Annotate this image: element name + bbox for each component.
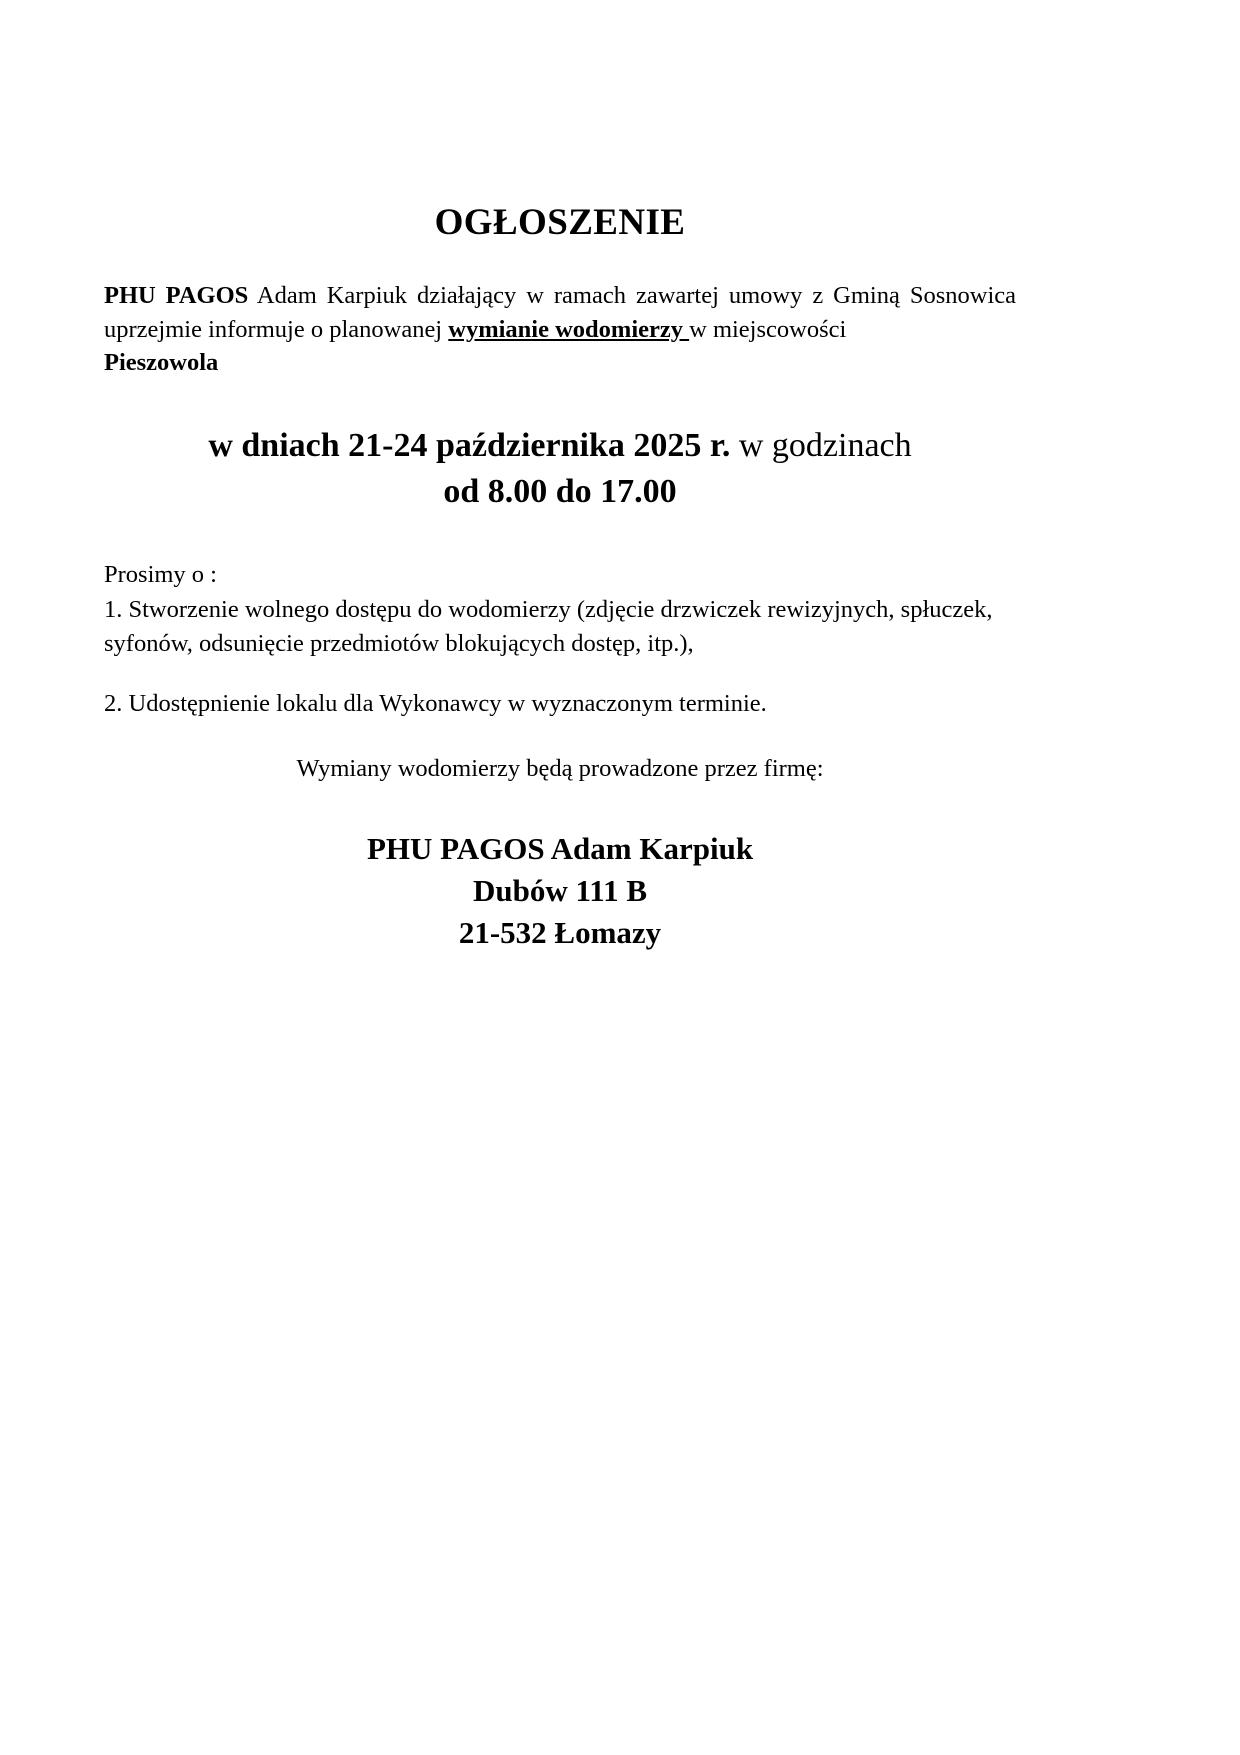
requests-heading: Prosimy o :	[104, 561, 217, 589]
company-address-line-3: 21-532 Łomazy	[458, 915, 662, 951]
company-address-block	[104, 786, 1016, 954]
company-address-line-1: PHU PAGOS Adam Karpiuk	[366, 830, 754, 866]
document-body	[104, 0, 1016, 954]
hours-label: w godzinach	[730, 427, 912, 465]
subject-highlight: wymianie wodomierzy	[448, 315, 690, 343]
request-item-2: 2. Udostępnienie lokalu dla Wykonawcy w wyznaczonym terminie.	[104, 690, 767, 718]
paragraph-spacer	[104, 661, 1016, 687]
company-address-line-2: Dubów 111 B	[472, 873, 647, 909]
intro-text-part-2: w miejscowości	[689, 315, 847, 343]
intro-text-part-1: Adam Karpiuk działający w ramach zawartej umowy z Gminą Sosnowica uprzejmie informuje o planowanej	[104, 282, 1016, 343]
request-item-1: 1. Stworzenie wolnego dostępu do wodomierzy (zdjęcie drzwiczek rewizyjnych, spłuczek, syfonów, odsunięcie przedmiotów blokujących dostęp, itp.),	[104, 595, 993, 658]
company-name-bold: PHU PAGOS	[104, 282, 249, 310]
hours-range: od 8.00 do 17.00	[443, 472, 677, 510]
locality-name: Pieszowola	[104, 349, 219, 377]
date-range: w dniach 21-24 października 2025 r.	[208, 427, 731, 465]
page-title: OGŁOSZENIE	[434, 202, 686, 243]
date-line	[104, 423, 1016, 469]
requests-block	[104, 514, 1016, 721]
intro-paragraph	[104, 243, 1016, 346]
contractor-lead-in: Wymiany wodomierzy będą prowadzone przez firmę:	[296, 754, 824, 782]
date-time-block	[104, 379, 1016, 514]
